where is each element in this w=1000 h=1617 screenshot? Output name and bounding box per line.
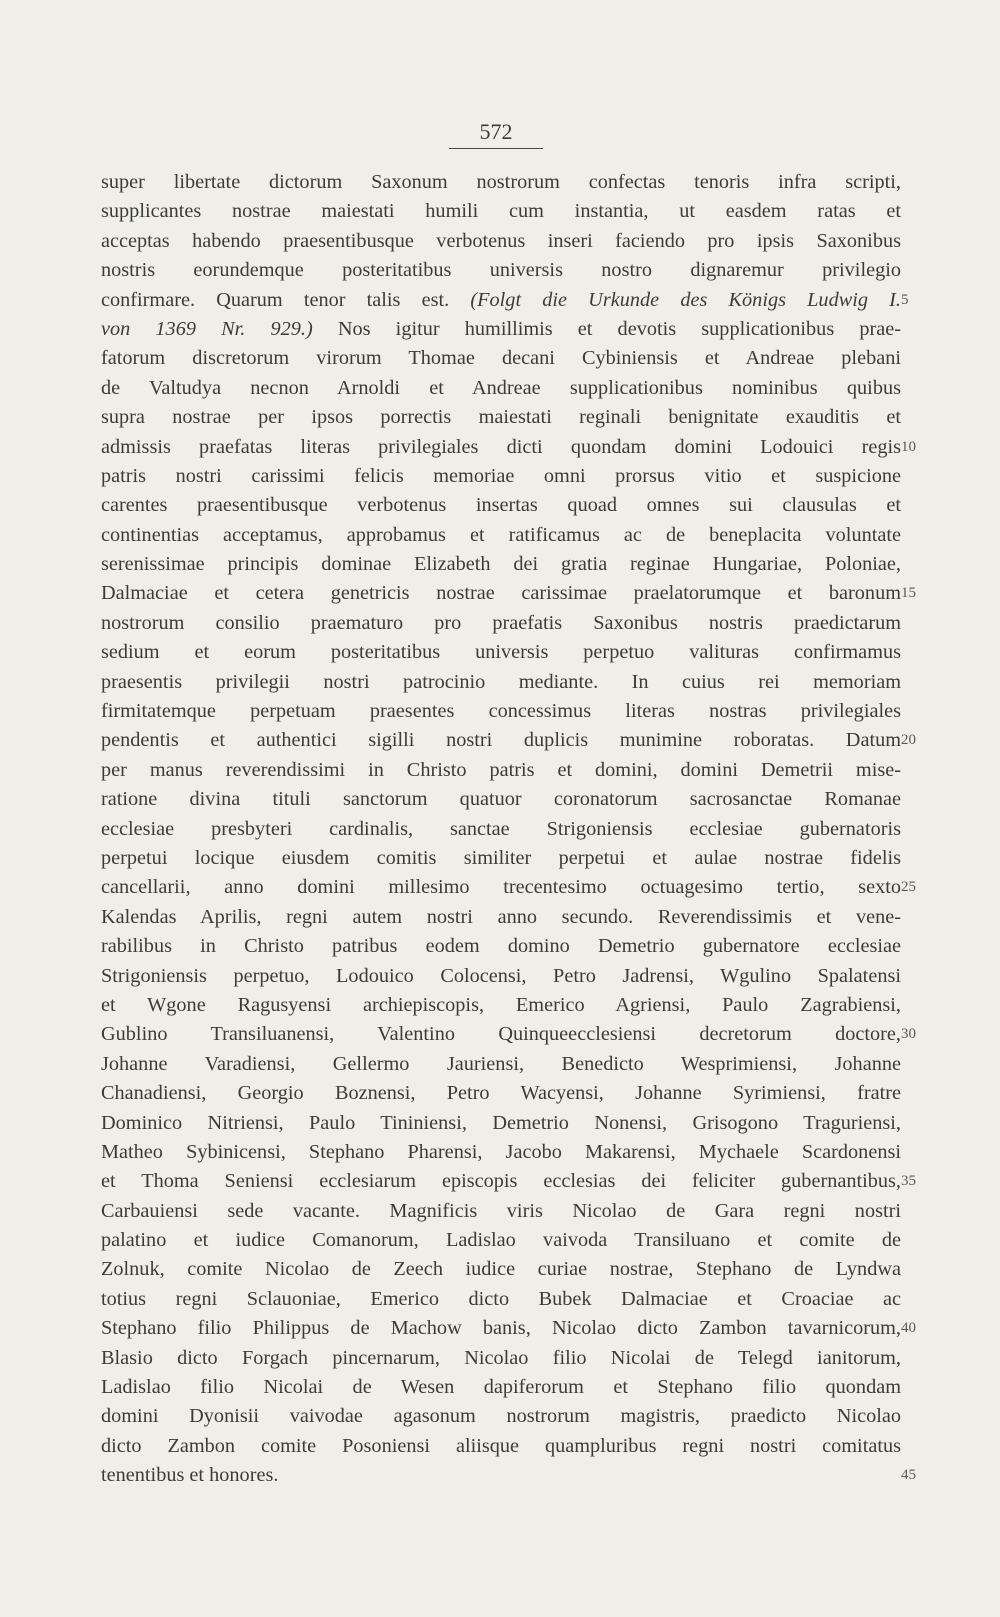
text-line bbox=[101, 1402, 901, 1431]
roman-text: praesentis privilegii nostri patrocinio mediante. In cuius rei memoriam bbox=[101, 670, 901, 693]
text-line bbox=[101, 903, 901, 932]
roman-text: acceptas habendo praesentibusque verbotenus inseri faciendo pro ipsis Saxonibus bbox=[101, 229, 901, 252]
roman-text: Strigoniensis perpetuo, Lodouico Colocensi, Petro Jadrensi, Wgulino Spalatensi bbox=[101, 964, 901, 987]
line-text bbox=[101, 377, 901, 399]
roman-text: ratione divina tituli sanctorum quatuor coronatorum sacrosanctae Romanae bbox=[101, 788, 901, 811]
text-line bbox=[101, 550, 901, 579]
line-text bbox=[101, 171, 901, 193]
roman-text: Ladislao filio Nicolai de Wesen dapiferorum et Stephano filio quondam bbox=[101, 1376, 901, 1399]
roman-text: palatino et iudice Comanorum, Ladislao vaivoda Transiluano et comite de bbox=[101, 1229, 901, 1252]
text-line bbox=[101, 344, 901, 373]
text-line bbox=[101, 1432, 901, 1461]
text-line bbox=[101, 168, 901, 197]
line-text bbox=[101, 289, 901, 311]
text-line bbox=[101, 286, 909, 315]
text-line bbox=[101, 962, 901, 991]
line-text bbox=[101, 1229, 901, 1251]
line-text bbox=[101, 230, 901, 252]
roman-text: Nos igitur humillimis et devotis supplicationibus prae- bbox=[337, 317, 902, 340]
text-line bbox=[101, 491, 901, 520]
text-line bbox=[101, 433, 916, 462]
text-line bbox=[101, 227, 901, 256]
text-line bbox=[101, 1050, 901, 1079]
text-line bbox=[101, 1197, 901, 1226]
text-line bbox=[101, 1285, 901, 1314]
roman-text: Stephano filio Philippus de Machow banis, Nicolao dicto Zambon tavarnicorum, bbox=[101, 1317, 901, 1340]
italic-text: (Folgt die Urkunde des Königs Ludwig I. bbox=[470, 288, 902, 311]
text-line bbox=[101, 315, 901, 344]
line-text bbox=[101, 700, 901, 722]
text-line bbox=[101, 579, 916, 608]
text-line bbox=[101, 1373, 901, 1402]
text-line bbox=[101, 197, 901, 226]
text-line bbox=[101, 873, 916, 902]
line-number: 25 bbox=[901, 879, 916, 896]
text-line bbox=[101, 756, 901, 785]
roman-text: Kalendas Aprilis, regni autem nostri anno secundo. Reverendissimis et vene- bbox=[101, 905, 901, 928]
roman-text: et Thoma Seniensi ecclesiarum episcopis ecclesias dei feliciter gubernantibus, bbox=[101, 1170, 901, 1193]
line-text bbox=[101, 847, 901, 869]
text-line bbox=[101, 1255, 901, 1284]
line-text bbox=[101, 1258, 901, 1280]
line-text bbox=[101, 994, 901, 1016]
text-line bbox=[101, 785, 901, 814]
roman-text: admissis praefatas literas privilegiales dicti quondam domini Lodouici regis bbox=[101, 435, 901, 458]
line-text bbox=[101, 612, 901, 634]
text-line bbox=[101, 991, 901, 1020]
line-text bbox=[101, 1112, 901, 1134]
line-number: 35 bbox=[901, 1173, 916, 1190]
line-text bbox=[101, 1376, 901, 1398]
text-line bbox=[101, 815, 901, 844]
line-text bbox=[101, 759, 901, 781]
text-line bbox=[101, 1167, 916, 1196]
roman-text: per manus reverendissimi in Christo patris et domini, domini Demetrii mise- bbox=[101, 758, 901, 781]
roman-text: patris nostri carissimi felicis memoriae omni prorsus vitio et suspicione bbox=[101, 464, 901, 487]
roman-text: perpetui locique eiusdem comitis similiter perpetui et aulae nostrae fidelis bbox=[101, 846, 901, 869]
text-line bbox=[101, 1079, 901, 1108]
text-line bbox=[101, 1020, 916, 1049]
roman-text: Zolnuk, comite Nicolao de Zeech iudice curiae nostrae, Stephano de Lyndwa bbox=[101, 1258, 901, 1281]
text-line bbox=[101, 462, 901, 491]
roman-text: tenentibus et honores. bbox=[101, 1464, 279, 1487]
roman-text: sedium et eorum posteritatibus universis perpetuo valituras confirmamus bbox=[101, 641, 901, 664]
line-text bbox=[101, 729, 901, 751]
roman-text: supra nostrae per ipsos porrectis maiestati reginali benignitate exauditis et bbox=[101, 406, 901, 429]
text-line bbox=[101, 1344, 901, 1373]
roman-text: ecclesiae presbyteri cardinalis, sanctae Strigoniensis ecclesiae gubernatoris bbox=[101, 817, 901, 840]
roman-text: nostris eorundemque posteritatibus universis nostro dignaremur privilegio bbox=[101, 259, 901, 282]
line-text bbox=[101, 788, 901, 810]
line-text bbox=[101, 1317, 901, 1339]
line-text bbox=[101, 1053, 901, 1075]
roman-text: cancellarii, anno domini millesimo trecentesimo octuagesimo tertio, sexto bbox=[101, 876, 901, 899]
line-number: 45 bbox=[901, 1467, 916, 1484]
roman-text: fatorum discretorum virorum Thomae decani Cybiniensis et Andreae plebani bbox=[101, 347, 901, 370]
roman-text: Dalmaciae et cetera genetricis nostrae carissimae praelatorumque et baronum bbox=[101, 582, 901, 605]
text-line bbox=[101, 256, 901, 285]
roman-text: serenissimae principis dominae Elizabeth dei gratia reginae Hungariae, Poloniae, bbox=[101, 553, 901, 576]
line-text bbox=[101, 641, 901, 663]
page-number: 572 bbox=[449, 119, 543, 149]
roman-text: supplicantes nostrae maiestati humili cum instantia, ut easdem ratas et bbox=[101, 200, 901, 223]
line-text bbox=[101, 200, 901, 222]
line-text bbox=[101, 347, 901, 369]
line-number: 30 bbox=[901, 1026, 916, 1043]
roman-text: pendentis et authentici sigilli nostri duplicis munimine roboratas. Datum bbox=[101, 729, 901, 752]
line-number: 40 bbox=[901, 1320, 916, 1337]
roman-text: Chanadiensi, Georgio Boznensi, Petro Wacyensi, Johanne Syrimiensi, fratre bbox=[101, 1082, 901, 1105]
line-text bbox=[101, 906, 901, 928]
text-line bbox=[101, 374, 901, 403]
roman-text: firmitatemque perpetuam praesentes concessimus literas nostras privilegiales bbox=[101, 700, 901, 723]
roman-text: totius regni Sclauoniae, Emerico dicto Bubek Dalmaciae et Croaciae ac bbox=[101, 1287, 901, 1310]
line-text bbox=[101, 259, 901, 281]
text-line bbox=[101, 1109, 901, 1138]
roman-text: et Wgone Ragusyensi archiepiscopis, Emerico Agriensi, Paulo Zagrabiensi, bbox=[101, 993, 901, 1016]
roman-text: Gublino Transiluanensi, Valentino Quinqueecclesiensi decretorum doctore, bbox=[101, 1023, 901, 1046]
line-text bbox=[101, 1288, 901, 1310]
line-text bbox=[101, 876, 901, 898]
roman-text: rabilibus in Christo patribus eodem domino Demetrio gubernatore ecclesiae bbox=[101, 935, 901, 958]
line-text bbox=[101, 494, 901, 516]
text-line bbox=[101, 1461, 916, 1490]
text-line bbox=[101, 521, 901, 550]
line-text bbox=[101, 1200, 901, 1222]
text-line bbox=[101, 1138, 901, 1167]
roman-text: Blasio dicto Forgach pincernarum, Nicolao filio Nicolai de Telegd ianitorum, bbox=[101, 1346, 901, 1369]
text-line bbox=[101, 403, 901, 432]
text-line bbox=[101, 638, 901, 667]
line-text bbox=[101, 1464, 278, 1486]
text-line bbox=[101, 1314, 916, 1343]
line-text bbox=[101, 318, 901, 340]
roman-text: continentias acceptamus, approbamus et ratificamus ac de beneplacita voluntate bbox=[101, 523, 901, 546]
line-text bbox=[101, 1347, 901, 1369]
text-line bbox=[101, 668, 901, 697]
roman-text: Johanne Varadiensi, Gellermo Jauriensi, Benedicto Wesprimiensi, Johanne bbox=[101, 1052, 901, 1075]
italic-text: von 1369 Nr. 929.) bbox=[101, 317, 313, 340]
line-text bbox=[101, 1141, 901, 1163]
line-text bbox=[101, 965, 901, 987]
roman-text: confirmare. Quarum tenor talis est. bbox=[101, 288, 450, 311]
line-text bbox=[101, 1082, 901, 1104]
roman-text: Dominico Nitriensi, Paulo Tininiensi, Demetrio Nonensi, Grisogono Traguriensi, bbox=[101, 1111, 901, 1134]
text-line bbox=[101, 932, 901, 961]
text-body bbox=[101, 168, 916, 1491]
roman-text: domini Dyonisii vaivodae agasonum nostrorum magistris, praedicto Nicolao bbox=[101, 1405, 901, 1428]
roman-text: dicto Zambon comite Posoniensi aliisque quampluribus regni nostri comitatus bbox=[101, 1434, 901, 1457]
line-text bbox=[101, 818, 901, 840]
roman-text: de Valtudya necnon Arnoldi et Andreae supplicationibus nominibus quibus bbox=[101, 376, 901, 399]
line-text bbox=[101, 1170, 901, 1192]
roman-text: nostrorum consilio praematuro pro praefatis Saxonibus nostris praedictarum bbox=[101, 611, 901, 634]
line-text bbox=[101, 1023, 901, 1045]
line-text bbox=[101, 935, 901, 957]
roman-text: Carbauiensi sede vacante. Magnificis viris Nicolao de Gara regni nostri bbox=[101, 1199, 901, 1222]
text-line bbox=[101, 844, 901, 873]
line-text bbox=[101, 582, 901, 604]
roman-text: Matheo Sybinicensi, Stephano Pharensi, Jacobo Makarensi, Mychaele Scardonensi bbox=[101, 1140, 901, 1163]
text-line bbox=[101, 1226, 901, 1255]
line-text bbox=[101, 406, 901, 428]
line-number: 10 bbox=[901, 438, 916, 455]
line-number: 20 bbox=[901, 732, 916, 749]
text-line bbox=[101, 609, 901, 638]
line-text bbox=[101, 1435, 901, 1457]
line-number: 15 bbox=[901, 585, 916, 602]
line-text bbox=[101, 671, 901, 693]
text-line bbox=[101, 697, 901, 726]
line-text bbox=[101, 1405, 901, 1427]
text-line bbox=[101, 726, 916, 755]
line-number: 5 bbox=[901, 291, 909, 308]
line-text bbox=[101, 465, 901, 487]
line-text bbox=[101, 436, 901, 458]
roman-text: carentes praesentibusque verbotenus insertas quoad omnes sui clausulas et bbox=[101, 494, 901, 517]
line-text bbox=[101, 524, 901, 546]
line-text bbox=[101, 553, 901, 575]
roman-text: super libertate dictorum Saxonum nostrorum confectas tenoris infra scripti, bbox=[101, 171, 901, 193]
